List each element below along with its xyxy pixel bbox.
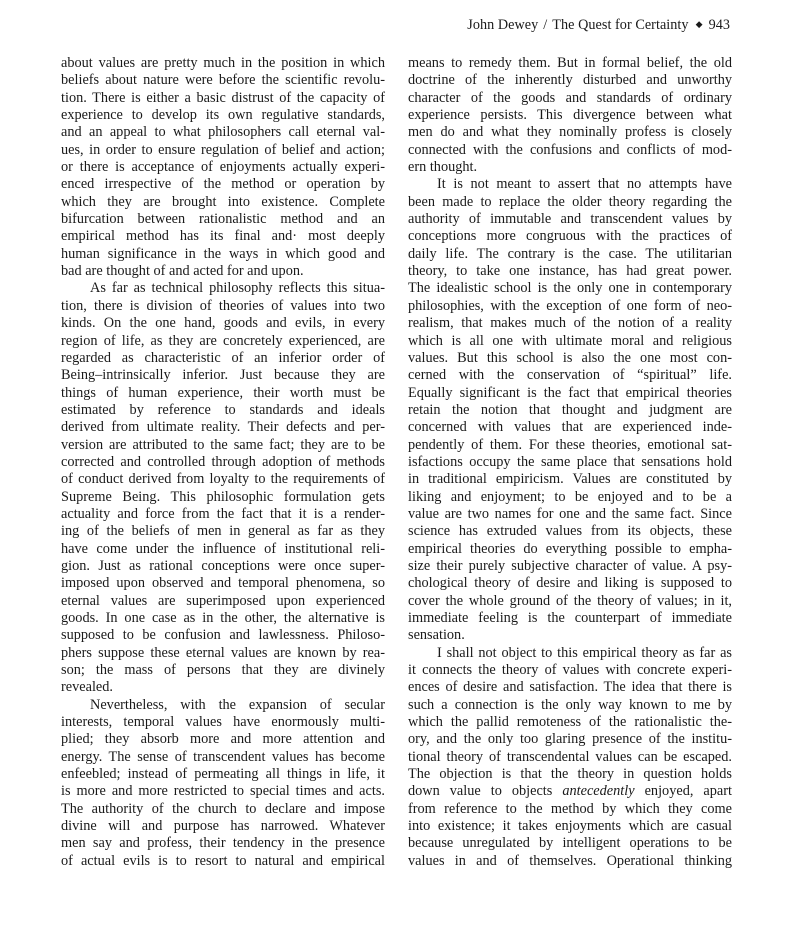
line-text: derived from ultimate reality. Their defects and per- [61, 419, 385, 436]
text-line [61, 194, 385, 211]
line-text: authority of immutable and transcendent values by [408, 211, 732, 228]
text-line [61, 766, 385, 783]
text-line [408, 489, 732, 506]
line-text: experience to develop its own regulative standards, [61, 107, 385, 124]
text-line [408, 783, 732, 800]
line-text: version are attributed to the same fact; they are to be [61, 436, 385, 453]
text-line [408, 419, 732, 436]
line-text: liking and enjoyment; to be enjoyed and to be a [408, 488, 732, 505]
text-line [61, 211, 385, 228]
line-text: supposed to be confusion and lawlessness. Philoso- [61, 627, 385, 644]
text-line [408, 246, 732, 263]
text-line [408, 853, 732, 870]
line-text: revealed. [61, 679, 113, 696]
line-text: chological theory of desire and liking is supposed to [408, 575, 732, 592]
line-text: values. But this school is also the one most con- [408, 349, 732, 366]
text-line [408, 749, 732, 766]
text-line [408, 731, 732, 748]
text-line [61, 298, 385, 315]
text-line [61, 714, 385, 731]
line-text: plied; they absorb more and more attention and [61, 731, 385, 748]
line-text: things of human experience, their worth must be [61, 384, 385, 401]
text-line [408, 523, 732, 540]
line-text: tion, there is division of theories of values into two [61, 297, 385, 314]
text-line [408, 697, 732, 714]
line-text: ory, and the only too glaring presence of the institu- [408, 731, 732, 748]
text-line [61, 333, 385, 350]
text-line [408, 714, 732, 731]
line-text: beliefs about nature were before the scientific revolu- [61, 72, 385, 89]
text-line [408, 558, 732, 575]
text-line [61, 627, 385, 644]
running-head [400, 17, 730, 34]
line-text: ern thought. [408, 159, 478, 176]
line-text: of conduct derived from loyalty to the requirements of [61, 471, 385, 488]
line-text: have come under the influence of institutional reli- [61, 540, 385, 557]
line-text: ences of desire and satisfaction. The idea that there is [408, 679, 732, 696]
left-text-column [61, 55, 385, 870]
text-line [408, 610, 732, 627]
text-line [408, 142, 732, 159]
line-text: means to remedy them. But in formal belief, the old [408, 55, 732, 71]
text-line [408, 766, 732, 783]
line-text: such a connection is the only way known to me by [408, 696, 732, 713]
line-text: been made to replace the older theory regarding the [408, 193, 732, 210]
line-text: corrected and controlled through adoption of methods [61, 453, 385, 470]
line-text: empirical method has its final and· most deeply [61, 228, 385, 245]
line-text: estimated by reference to standards and ideals [61, 401, 385, 418]
text-line [61, 801, 385, 818]
text-line [61, 749, 385, 766]
line-text: cerned with the conservation of “spiritual” life. [408, 367, 732, 384]
text-line [61, 662, 385, 679]
text-line [408, 367, 732, 384]
line-text: The idealistic school is the only one in contemporary [408, 280, 732, 297]
line-text: doctrine of the inherently disturbed and unworthy [408, 72, 732, 89]
line-text: is more and more restricted to special times and acts. [61, 783, 385, 800]
line-text: theory, to take one instance, has had great power. [408, 263, 732, 280]
line-text: immediate feeling is the counterpart of immediate [408, 610, 732, 626]
text-line [61, 228, 385, 245]
text-line [408, 159, 732, 176]
line-text: conceptions more congruous with the practices of [408, 228, 732, 245]
line-text: about values are pretty much in the position in which [61, 55, 385, 71]
text-line [61, 315, 385, 332]
line-text: actuality and force from the fact that it is a render- [61, 505, 385, 522]
line-text: Nevertheless, with the expansion of secular [90, 696, 385, 713]
line-text: from reference to the method by which they come [408, 800, 732, 817]
text-line [61, 454, 385, 471]
text-line [61, 783, 385, 800]
text-line [408, 350, 732, 367]
line-text: son; the mass of persons that they are divinely [61, 662, 385, 679]
text-line [61, 575, 385, 592]
text-line [408, 818, 732, 835]
text-line [61, 55, 385, 72]
line-text: enfeebled; instead of permeating all things in life, it [61, 766, 385, 783]
line-text: region of life, as they are concretely experienced, are [61, 332, 385, 349]
text-line [61, 367, 385, 384]
line-text: ing of the beliefs of men in general as far as they [61, 523, 385, 540]
line-text: which they are brought into existence. Complete [61, 193, 385, 210]
text-line [408, 124, 732, 141]
line-text: philosophies, with the exception of one form of neo- [408, 297, 732, 314]
text-line [61, 90, 385, 107]
text-line [61, 645, 385, 662]
line-text: and an appeal to what philosophers call eternal val- [61, 124, 385, 141]
text-line [408, 194, 732, 211]
text-line [61, 280, 385, 297]
book-title: The Quest for Certainty [552, 17, 689, 33]
text-line [408, 90, 732, 107]
text-line [61, 558, 385, 575]
line-text: which the pallid remoteness of the rationalistic the- [408, 714, 732, 731]
line-text: goods. In one case as in the other, the alternative is [61, 610, 385, 626]
text-line [61, 731, 385, 748]
line-text: imposed upon observed and temporal phenomena, so [61, 575, 385, 592]
text-line [408, 211, 732, 228]
text-line [61, 523, 385, 540]
line-text: because unregulated by intelligent operations to be [408, 835, 732, 852]
line-text: of actual evils is to resort to natural and empirical [61, 852, 385, 869]
text-line [61, 402, 385, 419]
text-line [408, 55, 732, 72]
text-line [408, 471, 732, 488]
text-line [61, 124, 385, 141]
line-text: Equally significant is the fact that empirical theories [408, 384, 732, 401]
text-line [408, 593, 732, 610]
line-text: human significance in the ways in which good and [61, 245, 385, 262]
text-line [408, 645, 732, 662]
emphasized-word: antecedently [562, 783, 635, 800]
line-text: It is not meant to assert that no attempts have [437, 176, 732, 193]
line-text: which is all one with ultimate moral and religious [408, 332, 732, 349]
line-text: As far as technical philosophy reflects this situa- [90, 280, 385, 297]
page-number: 943 [708, 17, 730, 33]
text-line [61, 176, 385, 193]
text-line [61, 506, 385, 523]
text-line [408, 315, 732, 332]
line-text: Supreme Being. This philosophic formulation gets [61, 488, 385, 505]
text-line [408, 541, 732, 558]
line-text: isfactions occupy the same place that sensations hold [408, 453, 732, 470]
line-text: daily life. The contrary is the case. The utilitarian [408, 245, 732, 262]
text-line [61, 853, 385, 870]
text-line [408, 575, 732, 592]
line-text: connected with the confusions and conflicts of mod- [408, 141, 732, 158]
text-line [61, 541, 385, 558]
text-line [61, 142, 385, 159]
line-text: Being–intrinsically inferior. Just because they are [61, 367, 385, 384]
line-text: pendently of them. For these theories, emotional sat- [408, 436, 732, 453]
text-line [61, 471, 385, 488]
line-text: it connects the theory of values with concrete experi- [408, 662, 732, 679]
line-text: divine will and purpose has narrowed. Whatever [61, 818, 385, 835]
line-text: realism, that makes much of the notion of a reality [408, 315, 732, 332]
line-text: I shall not object to this empirical theory as far as [437, 644, 732, 661]
line-text: kinds. On the one hand, goods and evils, in every [61, 315, 385, 332]
line-text: down value to objects [408, 783, 553, 800]
line-text: empirical theories do everything possible to empha- [408, 540, 732, 557]
text-line [408, 679, 732, 696]
text-line [61, 679, 385, 696]
text-line [61, 489, 385, 506]
line-text: interests, temporal values have enormously multi- [61, 714, 385, 731]
text-line [61, 419, 385, 436]
text-line [61, 246, 385, 263]
separator: / [543, 17, 548, 33]
text-line [408, 437, 732, 454]
text-line [408, 280, 732, 297]
line-text: tional theory of transcendental values can be escaped. [408, 748, 732, 765]
text-line [61, 72, 385, 89]
text-line [61, 385, 385, 402]
line-text: or there is acceptance of enjoyments actually experi- [61, 159, 385, 176]
line-text: eternal values are superimposed upon experienced [61, 592, 385, 609]
text-line [408, 506, 732, 523]
line-text: energy. The sense of transcendent values has become [61, 748, 385, 765]
line-text: values in and of themselves. Operational thinking [408, 852, 732, 869]
text-line [61, 697, 385, 714]
line-text: enced irrespective of the method or operation by [61, 176, 385, 193]
text-line [408, 385, 732, 402]
text-line [408, 228, 732, 245]
line-text-after: enjoyed, apart [634, 783, 732, 800]
line-text: sensation. [408, 627, 465, 644]
line-text: experience persists. This divergence between what [408, 107, 732, 124]
line-text: size their purely subjective character of value. A psy- [408, 557, 732, 574]
text-line [61, 835, 385, 852]
diamond-bullet-icon: ◆ [695, 19, 703, 29]
right-text-column [408, 55, 732, 870]
line-text: retain the notion that thought and judgment are [408, 401, 732, 418]
line-text: into existence; it takes enjoyments which are casual [408, 818, 732, 835]
author-name: John Dewey [467, 17, 539, 33]
text-line [61, 159, 385, 176]
line-text: The objection is that the theory in question holds [408, 766, 732, 783]
text-line [408, 263, 732, 280]
text-line [61, 818, 385, 835]
text-line [61, 593, 385, 610]
text-line [61, 610, 385, 627]
line-text: concerned with values that are experienced inde- [408, 419, 732, 436]
line-text: tion. There is either a basic distrust of the capacity of [61, 89, 385, 106]
line-text: The authority of the church to declare and impose [61, 800, 385, 817]
text-line [61, 437, 385, 454]
text-line [408, 662, 732, 679]
line-text: value are two names for one and the same fact. Since [408, 505, 732, 522]
line-text: character of the goods and standards of ordinary [408, 89, 732, 106]
line-text: phers suppose these eternal values are known by rea- [61, 644, 385, 661]
line-text: in traditional empiricism. Values are constituted by [408, 471, 732, 488]
text-line [408, 298, 732, 315]
line-text: gion. Just as rational conceptions were once super- [61, 557, 385, 574]
line-text: men do and what they nominally profess is closely [408, 124, 732, 141]
text-line [408, 454, 732, 471]
text-line [408, 402, 732, 419]
text-line [408, 801, 732, 818]
text-line [61, 107, 385, 124]
text-line [61, 350, 385, 367]
line-text: men say and profess, their tendency in the presence [61, 835, 385, 852]
text-line [61, 263, 385, 280]
text-line [408, 627, 732, 644]
line-text: regarded as characteristic of an inferior order of [61, 349, 385, 366]
text-line [408, 107, 732, 124]
text-line [408, 72, 732, 89]
text-line [408, 333, 732, 350]
text-line [408, 176, 732, 193]
line-text: bifurcation between rationalistic method and an [61, 211, 385, 228]
line-text: cover the whole ground of the theory of values; in it, [408, 592, 732, 609]
text-line [408, 835, 732, 852]
line-text: ues, in order to ensure regulation of belief and action; [61, 141, 385, 158]
line-text: science has extruded values from its objects, these [408, 523, 732, 540]
line-text: bad are thought of and acted for and upon. [61, 263, 304, 280]
